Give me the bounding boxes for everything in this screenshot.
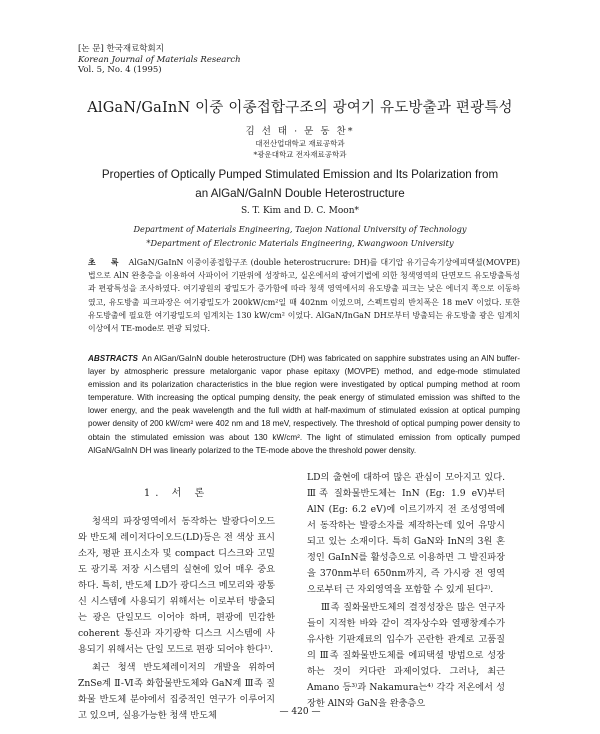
authors-korean: 김 선 태 · 문 동 찬* bbox=[245, 126, 355, 137]
abstract-english-label: ABSTRACTS bbox=[88, 354, 138, 363]
body-paragraph: 청색의 파장영역에서 동작하는 발광다이오드와 반도체 레이저다이오드(LD)등은 전 색상 표시소자, 평판 표시소자 및 compact 디스크와 고밀도 광기록 저장 시스템의 실현에 있어 매우 중요하다. 특히, 반도체 LD가 광디스크 메모리와 광통신 시스템에 사용되기 위해서는 이로부터 방출되는 광은 단일모드 이어야 하며, 편광에 민감한 coherent 통신과 자기광학 디스크 시스템에 사용되기 위해서는 단일 모드로 편광 되어야 한다¹⁾. bbox=[78, 516, 275, 655]
page-number: — 420 — bbox=[279, 707, 321, 717]
authors-english: S. T. Kim and D. C. Moon* bbox=[240, 206, 359, 216]
abstract-korean bbox=[88, 256, 520, 335]
journal-name-ko: [논 문] 한국재료학회지 bbox=[78, 44, 164, 54]
abstract-english-text: An AlGan/GaInN double heterostructure (DH) was fabricated on sapphire substrates using an AlN buffer-layer by atmospheric pressure metalorganic vapor phase epitaxy (MOVPE) method, and edge-mode stimulated emission and its polarization characteristics in the blue region were investigated by optical pumping method at room temperature. With increasing the optical pumping density, the peak energy of stimulated emission was shifted to the lower energy, and the peak wavelength and the full width at half-maximum of stimulated exission at optical pumping power density of 200 kW/cm² were 402 nm and 18 meV, respectively. The threshold of optical pumping power density to obtain the stimulated emission was about 130 kW/cm². The light of stimulated emission from optically pumped AlGaN/GaInN DH was linearly polarized to the TE-mode above the threshold power density. bbox=[88, 354, 520, 455]
abstract-english bbox=[88, 352, 520, 457]
affiliation-en-1: Department of Materials Engineering, Taejon National University of Technology bbox=[133, 224, 467, 234]
body-paragraph: Ⅲ족 질화물반도체의 결정성장은 많은 연구자들이 지적한 바와 같이 격자상수와 열팽창계수가 유사한 기판재료의 입수가 곤란한 관계로 고품질의 Ⅲ족 질화물반도체를 에피택셜 방법으로 성장하는 것이 커다란 과제이었다. 그러나, 최근 Amano 등³⁾과 Nakamura는⁴⁾ 각각 저온에서 성장한 AlN와 GaN을 완충층으 bbox=[307, 602, 505, 709]
affiliation-ko-1: 대전산업대학교 재료공학과 bbox=[255, 139, 345, 148]
body-column-right bbox=[307, 470, 505, 714]
affiliations-english bbox=[0, 222, 600, 250]
affiliation-ko-2: *광운대학교 전자재료공학과 bbox=[253, 150, 347, 159]
body-paragraph: 최근 청색 반도체레이저의 개발을 위하여 ZnSe계 Ⅱ-Ⅵ족 화합물반도체와 GaN계 Ⅲ족 질화물 반도체 분야에서 집중적인 연구가 이루어지고 있으며, 실용가능한 청색 반도체 bbox=[78, 662, 275, 721]
title-korean: AlGaN/GaInN 이중 이종접합구조의 광여기 유도방출과 편광특성 bbox=[87, 100, 513, 116]
journal-name-en: Korean Journal of Materials Research bbox=[78, 54, 241, 65]
affiliations-korean bbox=[0, 138, 600, 160]
abstract-korean-text: AlGaN/GaInN 이중이종접합구조 (double heterostrucrure: DH)를 대기압 유기금속기상에피택셜(MOVPE)법으로 AlN 완충층을 이용하여 사파이어 기판위에 성장하고, 실온에서의 광여기법에 의한 청색영역의 단면모드 유도방출특성과 편광특성을 조사하였다. 여기광원의 광밀도가 증가함에 따라 청색 영역에서의 유도방출 피크는 낮은 에너지 쪽으로 이동하였고, 유도방출 피크파장은 여기광밀도가 200kW/cm²일 때 402nm 이었으며, 스펙트럼의 반치폭은 18 meV 이었다. 또한 유도방출에 필요한 여기광밀도의 임계치는 130 kW/cm² 이었다. AlGaN/InGaN DH로부터 방출되는 유도방출 광은 임계치 이상에서 TE-mode로 편광 되었다. bbox=[88, 258, 520, 334]
abstract-korean-label: 초 록 bbox=[88, 258, 125, 267]
body-column-left bbox=[78, 486, 275, 726]
title-english-line-1: Properties of Optically Pumped Stimulated Emission and Its Polarization from bbox=[101, 168, 499, 181]
affiliation-en-2: *Department of Electronic Materials Engineering, Kwangwoon University bbox=[146, 238, 454, 248]
section-heading-introduction: 1. 서 론 bbox=[143, 488, 210, 499]
body-paragraph: LD의 출현에 대하여 많은 관심이 모아지고 있다. Ⅲ족 질화물반도체는 InN (Eg: 1.9 eV)부터 AlN (Eg: 6.2 eV)에 이르기까지 전 조성영역에서 동작하는 발광소자를 제작하는데 있어 유망시 되고 있는 소재이다. 특히 GaN와 InN의 3원 혼정인 GaInN를 활성층으로 이용하면 그 발진파장을 370nm부터 650nm까지, 즉 가시광 전 영역으로부터 근 자외영역을 포함할 수 있게 된다²⁾. bbox=[307, 472, 505, 595]
journal-header bbox=[78, 44, 241, 76]
title-english-line-2: an AlGaN/GaInN Double Heterostructure bbox=[195, 187, 405, 200]
title-english bbox=[0, 165, 600, 203]
journal-volume: Vol. 5, No. 4 (1995) bbox=[78, 65, 162, 75]
